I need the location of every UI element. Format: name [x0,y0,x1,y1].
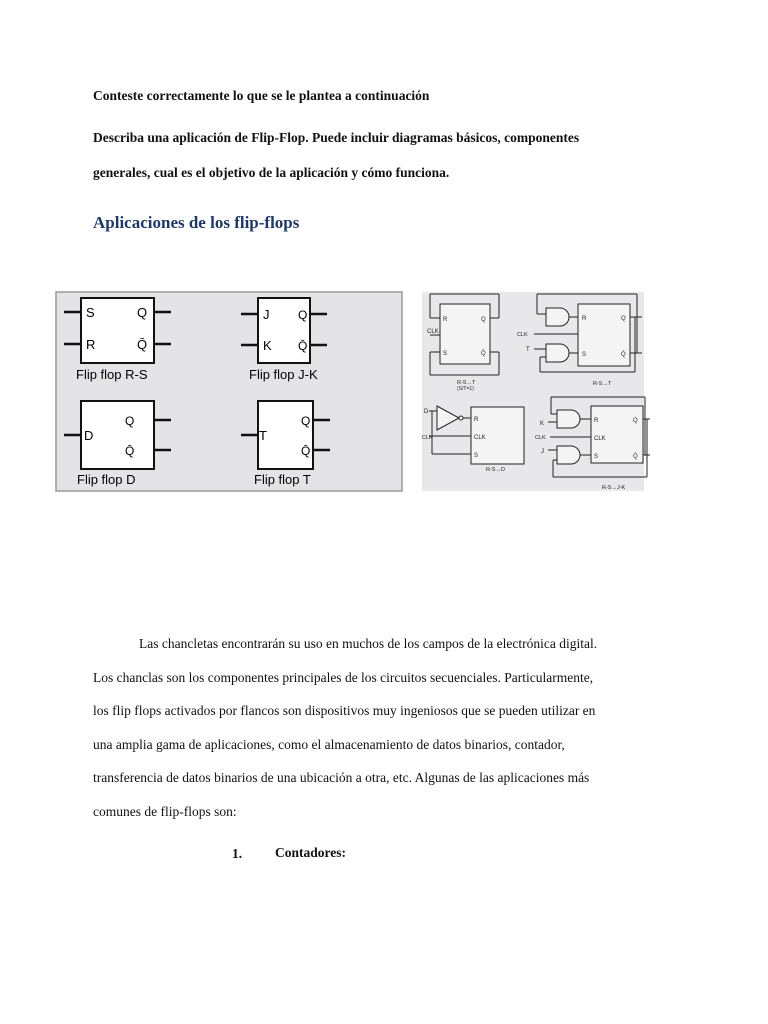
t-label-gated: T [526,347,530,353]
svg-text:Q̄: Q̄ [621,352,626,358]
svg-text:R: R [474,417,479,423]
question-line-1: Describa una aplicación de Flip-Flop. Puede incluir diagramas básicos, componentes [93,130,580,145]
rs-to-d-caption: R-S→D [486,467,505,473]
t-input-t: T [259,428,267,443]
paragraph-line-2: Los chanclas son los componentes principales de los circuitos secuenciales. Particularmente, [93,669,594,685]
svg-text:S: S [443,351,448,357]
jk-output-qbar: Q̄ [298,339,308,353]
svg-text:Q̄: Q̄ [633,454,638,460]
d-label: D [424,409,429,415]
rs-caption: Flip flop R-S [76,367,148,382]
paragraph-line-1: Las chancletas encontrarán su uso en muchos de los campos de la electrónica digital. [139,636,598,651]
flip-flop-figure [37,272,665,510]
jk-input-j: J [263,307,270,322]
flip-flop-diagrams [37,272,665,510]
svg-text:S: S [474,453,479,459]
svg-text:CLK: CLK [474,435,486,441]
instruction-text: Conteste correctamente lo que se le plantea a continuación [93,88,430,103]
rs-output-qbar: Q̄ [137,337,148,352]
k-label: K [540,421,545,427]
rs-to-t-conversion [430,294,499,375]
rs-output-q: Q [137,305,148,320]
svg-text:Q: Q [481,317,486,323]
t-output-q: Q [301,414,311,428]
rs-input-s: S [86,305,95,320]
d-output-q: Q [125,414,135,428]
svg-text:Q: Q [633,418,638,424]
list-item-number: 1. [232,846,243,861]
svg-text:S: S [594,454,599,460]
d-input-d: D [84,428,94,443]
t-output-qbar: Q̄ [301,444,311,458]
rs-to-t-caption-b: (S/T=1) [457,386,474,392]
list-item-contadores: Contadores: [275,845,347,860]
svg-text:R: R [582,316,587,322]
paragraph-line-3: los flip flops activados por flancos son dispositivos muy ingeniosos que se pueden utilizar en [93,703,596,718]
svg-text:R: R [594,418,599,424]
rs-to-t-caption-a: R-S→T [457,380,476,386]
t-caption: Flip flop T [254,472,311,487]
clk-label-3: CLK [422,435,433,441]
svg-text:CLK: CLK [594,436,606,442]
d-caption: Flip flop D [77,472,136,487]
paragraph-line-6: comunes de flip-flops son: [93,803,237,819]
section-heading: Aplicaciones de los flip-flops [93,213,300,232]
paragraph-line-4: una amplia gama de aplicaciones, como el almacenamiento de datos binarios, contador, [93,736,565,752]
clk-label-1: CLK [427,329,439,335]
j-label: J [541,449,544,455]
svg-text:Q̄: Q̄ [481,351,486,357]
paragraph-line-5: transferencia de datos binarios de una ubicación a otra, etc. Algunas de las aplicaciones más [93,770,590,785]
svg-text:Q: Q [621,316,626,322]
body-paragraph [93,627,683,828]
rs-to-jk-caption: R-S→J-K [602,485,626,491]
clk-label-2: CLK [517,332,528,338]
clk-label-4: CLK [535,435,546,441]
jk-caption: Flip flop J-K [249,367,318,382]
rs-input-r: R [86,337,96,352]
jk-input-k: K [263,338,272,353]
rs-to-t-caption-2: R-S→T [593,381,612,387]
svg-text:S: S [582,352,587,358]
jk-output-q: Q [298,308,308,322]
d-output-qbar: Q̄ [125,444,135,458]
question-line-2: generales, cual es el objetivo de la aplicación y cómo funciona. [93,165,450,180]
svg-text:R: R [443,317,448,323]
